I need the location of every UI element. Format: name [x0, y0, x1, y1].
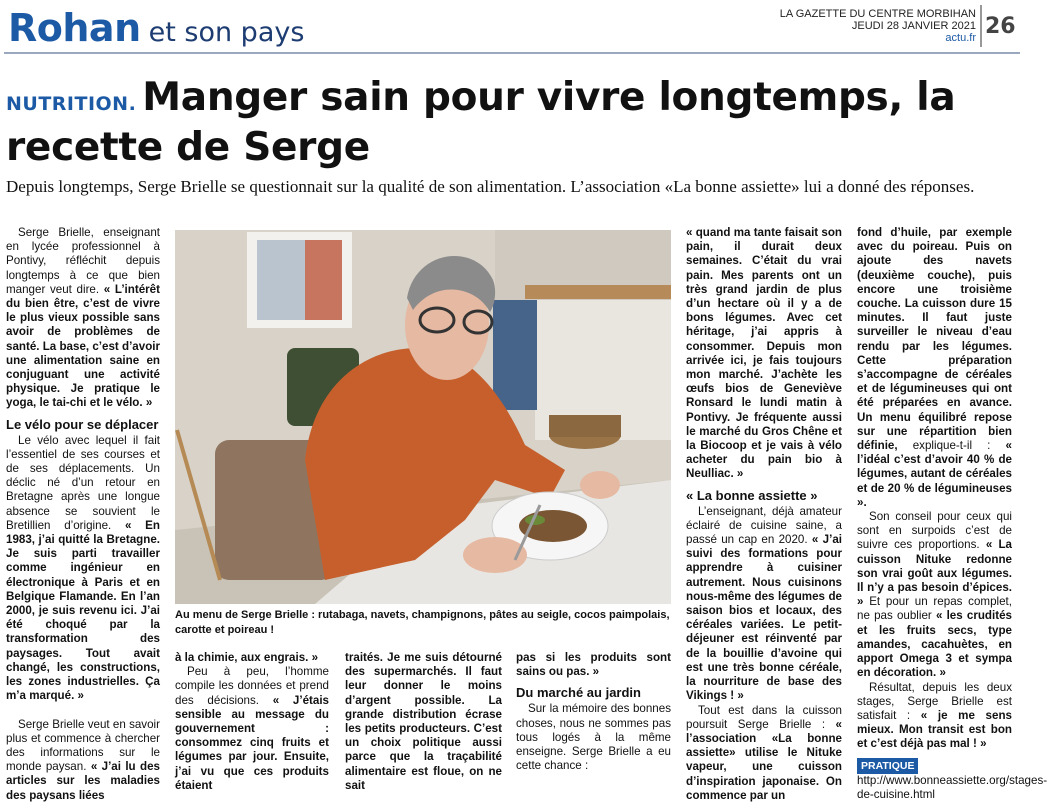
quote: « J’ai lu des articles sur les maladies des paysans liées — [6, 760, 160, 802]
quote: « l’idéal c’est d’avoir 40 % de légumes, autant de céréales et de 20 % de légumineuses ». — [857, 439, 1012, 509]
paragraph — [516, 702, 671, 773]
quote: « quand ma tante faisait son pain, il durait deux semaines. C’était du vrai pain. Mes parents ont un très grand jardin de plus d’un hectare où il y a de bons légumes. Avec cet héritage, j’ai appris à consommer. Depuis mon arrivée ici, je fais toujours mon marché. J’achète les œufs bios de Geneviève Ronsard le lundi matin à Pontivy. Je fréquente aussi le marché du Gros Chêne et la Biocoop et je vais à vélo acheter du pain bio à Neulliac. » — [686, 226, 842, 481]
paragraph — [857, 510, 1012, 680]
text: Son conseil pour ceux qui sont en surpoids c’est de suivre ces proportions. — [857, 510, 1012, 552]
paragraph — [345, 651, 502, 793]
article-lead: Depuis longtemps, Serge Brielle se questionnait sur la qualité de son alimentation. L’association «La bonne assiette» lui a donné des réponses. — [6, 177, 975, 196]
paragraph — [175, 651, 329, 665]
text: Tout est dans la cuisson poursuit Serge Brielle : — [686, 703, 842, 731]
article-headline — [6, 76, 1016, 170]
publication-info — [776, 8, 976, 44]
subheading: « La bonne assiette » — [686, 487, 818, 503]
text: Sur la mémoire des bonnes choses, nous ne sommes pas tous logés à la même enseigne. Serge Brielle a eu cette chance : — [516, 702, 671, 773]
pratique-link[interactable]: http://www.bonneassiette.org/stages-de-cuisine.html — [857, 773, 1047, 801]
text: explique-t-il : — [912, 439, 991, 453]
paragraph — [857, 226, 1012, 510]
quote: « J’ai suivi des formations pour apprendre à cuisiner autrement. Nous cuisinons nous-même des légumes de saison bios et locaux, des céréales variées. Le petit-déjeuner est réinventé par de la bouillie d’avoine qui est une très bonne céréale, la nourriture de base des Vikings ! » — [686, 533, 842, 703]
text: Peu à peu, l’homme compile les données et prend des décisions. — [175, 665, 329, 707]
photo-man-eating-icon — [175, 230, 671, 604]
quote: « En 1983, j’ai quitté la Bretagne. Je suis parti travailler comme ingénieur en électronique à Paris et en Belgique Flamande. En l’an 2000, je suis revenu ici. J’ai été choqué par la transformation des paysages. Tout avait changé, les constructions, les zones industrielles. Ça m’a marqué. » — [6, 518, 160, 703]
paragraph — [516, 651, 671, 679]
quote: à la chimie, aux engrais. » — [175, 651, 319, 664]
paragraph — [6, 434, 160, 704]
article-column-3 — [345, 651, 502, 792]
quote: pas si les produits sont sains ou pas. » — [516, 651, 671, 679]
article-title: Manger sain pour vivre longtemps, la recette de Serge — [6, 75, 956, 170]
quote: « J’étais sensible au message du gouvernement : consommez cinq fruits et légumes par jour. Ensuite, j’ai vu que ces produits étaient — [175, 693, 329, 792]
paragraph — [686, 505, 842, 704]
paragraph — [857, 681, 1012, 752]
subheading: Du marché au jardin — [516, 685, 641, 701]
page-number: 26 — [985, 14, 1016, 39]
quote: « L’intérêt du bien être, c’est de vivre le plus vieux possible sans avoir de problèmes de santé. La base, c’est d’avoir une alimentation saine en conjuguant une activité physique. Je pratique le yoga, le tai-chi et le vélo. » — [6, 282, 161, 410]
paragraph — [6, 718, 160, 803]
quote: « l’association «La bonne assiette» utilise le Nituke vapeur, une cuisson d’inspiration japonaise. On commence par un — [686, 717, 842, 802]
header-rule — [4, 52, 1020, 54]
pratique-badge-icon — [857, 758, 918, 774]
quote: « La cuisson Nituke redonne son vrai goût aux légumes. Il n’y a pas besoin d’épices. » — [857, 538, 1012, 609]
quote: traités. Je me suis détourné des supermarchés. Il faut leur donner le moins d’argent possible. — [345, 651, 502, 707]
quote: « je me sens mieux. Mon transit est bon et c’est déjà pas mal ! » — [857, 708, 1012, 751]
article-kicker: NUTRITION. — [6, 93, 137, 115]
publication-site: actu.fr — [945, 32, 976, 44]
publication-name: LA GAZETTE DU CENTRE MORBIHAN — [779, 8, 976, 20]
section-header — [8, 6, 304, 50]
article-column-6 — [857, 226, 1047, 801]
text: L’enseignant, déjà amateur éclairé de cuisine saine, a passé un cap en 2020. — [686, 504, 842, 547]
quote: « les crudités et les fruits secs, type amandes, cacahuètes, en apport Omega 3 et sympa en décoration. » — [857, 609, 1012, 680]
subheading: Le vélo pour se déplacer — [6, 416, 159, 432]
header-divider — [980, 5, 982, 47]
text: Le vélo avec lequel il fait l’essentiel de ses courses et de ses déplacements. Un déclic né d’un retour en Bretagne après une longue absence se souvient le Bretillien d’origine. — [6, 433, 160, 532]
pratique-label: PRATIQUE — [861, 759, 915, 772]
article-column-4 — [516, 651, 671, 781]
paragraph — [686, 226, 842, 482]
text: Et pour un repas complet, ne pas oublier — [857, 595, 1012, 623]
article-column-2 — [175, 651, 329, 792]
photo-caption: Au menu de Serge Brielle : rutabaga, navets, champignons, pâtes au seigle, cocos paimpolais, carotte et poireau ! — [175, 609, 670, 636]
article-column-1 — [6, 226, 161, 802]
quote: fond d’huile, par exemple avec du poireau. Puis on ajoute des navets (deuxième couche), puis encore une troisième couche. La cuisson dure 15 minutes. Il faut juste surveiller le niveau d’eau rendu par les légumes. Cette préparation s’accompagne de céréales et de légumineuses qui ont été préparées en avance. Un menu équilibré repose sur une répartition bien définie, — [857, 226, 1012, 453]
paragraph — [175, 665, 329, 793]
article-column-5 — [686, 226, 842, 802]
text: Résultat, depuis les deux stages, Serge Brielle est satisfait : — [857, 680, 1012, 722]
article-photo — [175, 230, 671, 604]
text: Serge Brielle veut en savoir plus et commence à chercher des informations sur le monde paysan. — [6, 717, 160, 774]
text: Serge Brielle, enseignant en lycée professionnel à Pontivy, réfléchit depuis longtemps à ce que bien manger veut dire. — [6, 226, 160, 296]
section-title: Rohan — [8, 6, 141, 50]
quote: La grande distribution écrase les petits producteurs. C’est un choix politique aussi parce que la traçabilité alimentaire est floue, on ne sait — [345, 693, 502, 792]
paragraph — [6, 226, 160, 411]
publication-date: JEUDI 28 JANVIER 2021 — [851, 20, 976, 32]
section-subtitle: et son pays — [148, 17, 305, 48]
paragraph — [686, 704, 842, 803]
